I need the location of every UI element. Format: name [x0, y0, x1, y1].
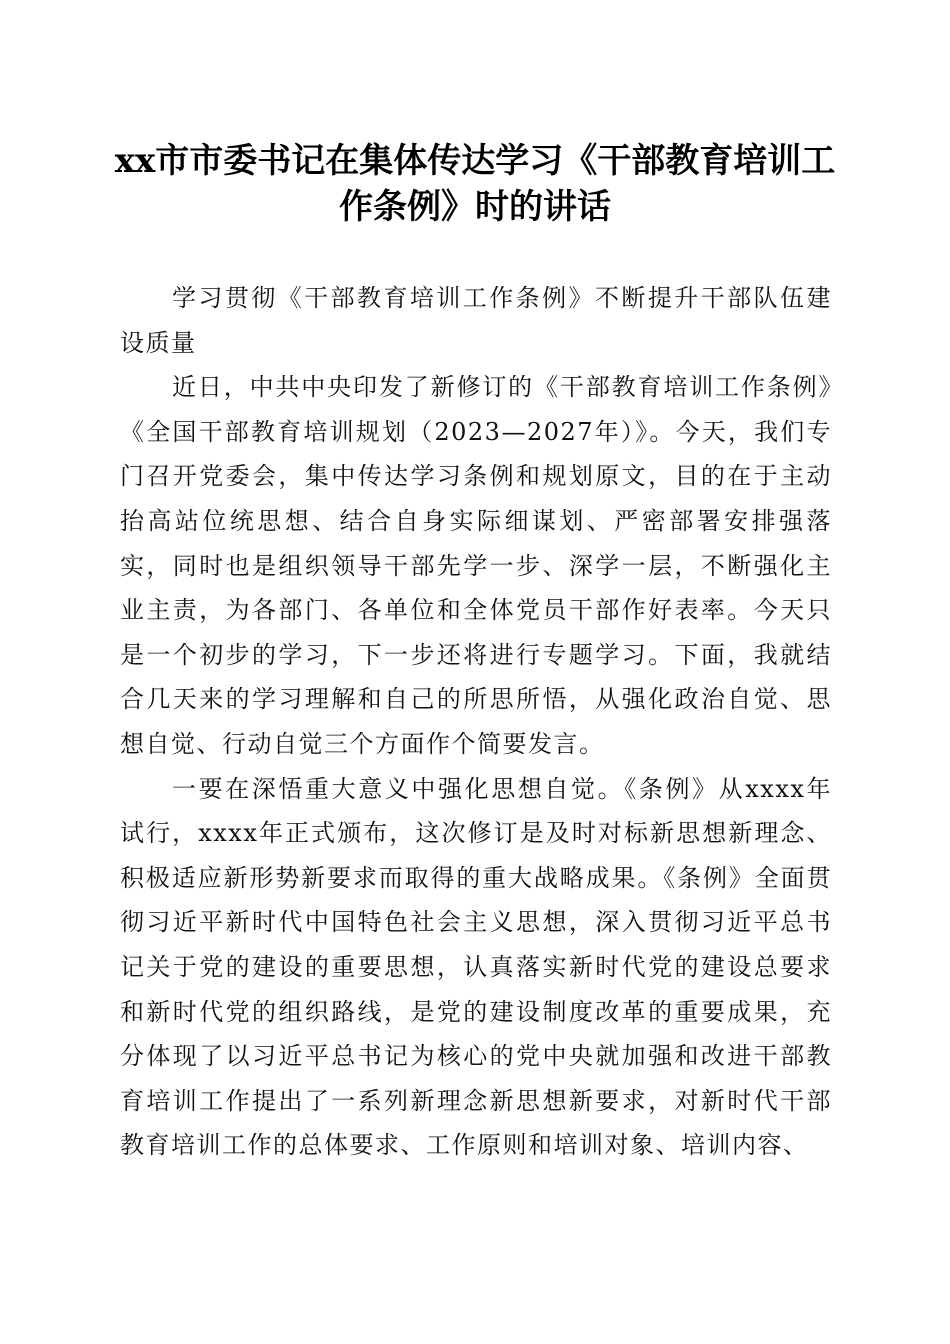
paragraph-point-one: 一要在深悟重大意义中强化思想自觉。《条例》从xxxx年试行，xxxx年正式颁布，这次修订是及时对标新思想新理念、积极适应新形势新要求而取得的重大战略成果。《条例》全面贯彻习近平新时代中国特色社会主义思想，深入贯彻习近平总书记关于党的建设的重要思想，认真落实新时代党的建设总要求和新时代党的组织路线，是党的建设制度改革的重要成果，充分体现了以习近平总书记为核心的党中央就加强和改进干部教育培训工作提出了一系列新理念新思想新要求，对新时代干部教育培训工作的总体要求、工作原则和培训对象、培训内容、 — [120, 774, 832, 1160]
document-body — [120, 276, 832, 1168]
paragraph-subtitle: 学习贯彻《干部教育培训工作条例》不断提升干部队伍建设质量 — [120, 284, 832, 357]
document-title: xx市市委书记在集体传达学习《干部教育培训工作条例》时的讲话 — [114, 141, 836, 227]
paragraph-intro: 近日，中共中央印发了新修订的《干部教育培训工作条例》《全国干部教育培训规划（2023—2027年）》。今天，我们专门召开党委会，集中传达学习条例和规划原文，目的在于主动抬高站位统思想、结合自身实际细谋划、严密部署安排强落实，同时也是组织领导干部先学一步、深学一层，不断强化主业主责，为各部门、各单位和全体党员干部作好表率。今天只是一个初步的学习，下一步还将进行专题学习。下面，我就结合几天来的学习理解和自己的所思所悟，从强化政治自觉、思想自觉、行动自觉三个方面作个简要发言。 — [120, 373, 832, 758]
